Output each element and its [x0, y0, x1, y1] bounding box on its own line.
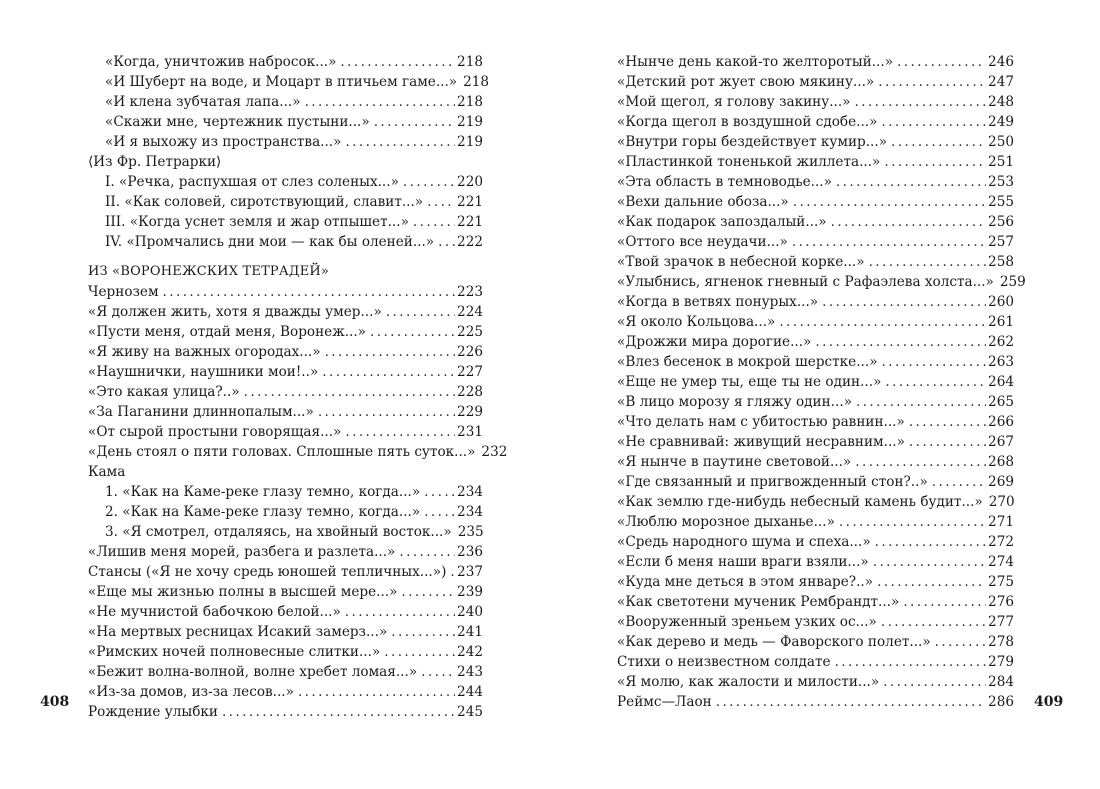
- dot-leader: [424, 502, 455, 522]
- toc-entry-page: 266: [988, 414, 1014, 430]
- toc-entry-title: «Нынче день какой-то желторотый...»: [617, 54, 894, 70]
- toc-entry-title: «Я молю, как жалости и милости...»: [617, 674, 880, 690]
- toc-entry-title: «Люблю морозное дыханье...»: [617, 514, 835, 530]
- toc-entry-page: 267: [988, 434, 1014, 450]
- toc-entry-page: 247: [988, 74, 1014, 90]
- toc-entry: [617, 632, 1014, 652]
- toc-entry: [617, 192, 1014, 212]
- toc-entry-page: 276: [988, 594, 1014, 610]
- toc-entry-title: «Мой щегол, я голову закину...»: [617, 94, 851, 110]
- toc-entry-page: 248: [988, 94, 1014, 110]
- toc-entry-title: «За Паганини длиннопалым...»: [88, 404, 314, 420]
- toc-entry: [617, 492, 1014, 512]
- toc-entry-page: 279: [988, 654, 1014, 670]
- toc-entry-page: 270: [988, 494, 1015, 510]
- left-page-toc: [88, 52, 508, 722]
- toc-entry: [88, 112, 483, 132]
- right-page-toc: [617, 52, 1026, 712]
- toc-entry-page: 231: [457, 424, 483, 440]
- dot-leader: [875, 532, 986, 552]
- toc-subheading: ⟨Из Фр. Петрарки⟩: [88, 154, 222, 170]
- toc-entry-title: Реймс—Лаон: [617, 694, 712, 710]
- dot-leader: [716, 692, 986, 712]
- dot-leader: [340, 52, 455, 72]
- dot-leader: [244, 382, 455, 402]
- toc-entry-title: III. «Когда уснет земля и жар отпышет...»: [105, 214, 409, 230]
- toc-entry: [88, 92, 483, 112]
- dot-leader: [399, 542, 455, 562]
- toc-entry: [88, 302, 483, 322]
- toc-entry: [88, 582, 483, 602]
- dot-leader: [881, 112, 986, 132]
- toc-entry-page: 278: [988, 634, 1014, 650]
- dot-leader: [856, 392, 986, 412]
- toc-entry-title: Рождение улыбки: [88, 704, 218, 720]
- toc-entry: [88, 322, 483, 342]
- toc-entry-title: «Если б меня наши враги взяли...»: [617, 554, 869, 570]
- dot-leader: [869, 252, 986, 272]
- dot-leader: [891, 132, 986, 152]
- toc-entry: [88, 232, 483, 252]
- toc-entry-page: 240: [457, 604, 483, 620]
- toc-entry-title: «От сырой простыни говорящая...»: [88, 424, 342, 440]
- dot-leader: [935, 632, 986, 652]
- toc-entry-title: «Внутри горы бездействует кумир...»: [617, 134, 888, 150]
- dot-leader: [384, 642, 455, 662]
- toc-entry: [617, 172, 1014, 192]
- toc-entry: [617, 592, 1014, 612]
- toc-entry-title: «Еще не умер ты, еще ты не один...»: [617, 374, 882, 390]
- toc-entry-page: 237: [457, 564, 483, 580]
- toc-entry-page: 222: [457, 234, 483, 250]
- dot-leader: [897, 52, 986, 72]
- toc-entry-page: 250: [988, 134, 1014, 150]
- toc-entry-title: «Куда мне деться в этом январе?..»: [617, 574, 874, 590]
- toc-entry: [617, 332, 1014, 352]
- toc-entry-title: «Бежит волна-волной, волне хребет ломая...»: [88, 664, 418, 680]
- toc-entry-title: «Как дерево и медь — Фаворского полет...»: [617, 634, 931, 650]
- toc-entry: [88, 442, 508, 462]
- toc-entry-page: 218: [457, 54, 483, 70]
- toc-entry-title: «Средь народного шума и спеха...»: [617, 534, 871, 550]
- toc-entry-page: 260: [988, 294, 1014, 310]
- toc-entry-page: 234: [457, 504, 483, 520]
- toc-entry-page: 220: [457, 174, 483, 190]
- toc-entry-page: 286: [988, 694, 1014, 710]
- toc-entry-title: «Твой зрачок в небесной корке...»: [617, 254, 865, 270]
- toc-entry-title: «Когда, уничтожив набросок...»: [105, 54, 337, 70]
- toc-entry-page: 218: [457, 94, 483, 110]
- toc-entry-page: 261: [988, 314, 1014, 330]
- toc-entry: [617, 672, 1014, 692]
- toc-entry-page: 271: [988, 514, 1014, 530]
- toc-entry-title: 3. «Я смотрел, отдаляясь, на хвойный восток...»: [105, 524, 452, 540]
- toc-entry-page: 259: [999, 274, 1026, 290]
- toc-entry-page: 219: [457, 134, 483, 150]
- toc-entry-page: 223: [457, 284, 483, 300]
- dot-leader: [163, 282, 456, 302]
- toc-entry-page: 274: [988, 554, 1014, 570]
- toc-entry: [88, 192, 483, 212]
- toc-entry-title: «Не сравнивай: живущий несравним...»: [617, 434, 905, 450]
- toc-entry-title: «Не мучнистой бабочкою белой...»: [88, 604, 341, 620]
- toc-entry: [617, 352, 1014, 372]
- toc-entry: [88, 702, 483, 722]
- toc-entry-page: 256: [988, 214, 1014, 230]
- section-title: ИЗ «ВОРОНЕЖСКИХ ТЕТРАДЕЙ»: [88, 264, 330, 279]
- toc-entry-title: «Лишив меня морей, разбега и разлета...»: [88, 544, 396, 560]
- toc-entry: [88, 172, 483, 192]
- dot-leader: [877, 572, 986, 592]
- dot-leader: [345, 602, 455, 622]
- dot-leader: [427, 192, 455, 212]
- toc-entry: [617, 532, 1014, 552]
- dot-leader: [370, 322, 455, 342]
- toc-entry: [617, 72, 1014, 92]
- dot-leader: [873, 552, 986, 572]
- toc-entry: [617, 472, 1014, 492]
- toc-entry-title: «Это какая улица?..»: [88, 384, 240, 400]
- toc-entry-page: 221: [457, 194, 483, 210]
- toc-entry-page: 264: [988, 374, 1014, 390]
- toc-entry-title: IV. «Промчались дни мои — как бы оленей...»: [105, 234, 435, 250]
- toc-entry-page: 268: [988, 454, 1014, 470]
- page-number-left: 408: [40, 694, 70, 710]
- toc-entry-title: «День стоял о пяти головах. Сплошные пять суток...»: [88, 444, 476, 460]
- dot-leader: [298, 682, 455, 702]
- toc-entry-page: 219: [457, 114, 483, 130]
- page-number-right: 409: [1034, 694, 1064, 710]
- toc-entry-page: 242: [457, 644, 483, 660]
- dot-leader: [903, 592, 986, 612]
- toc-entry: [617, 452, 1014, 472]
- toc-entry-title: «В лицо морозу я гляжу один...»: [617, 394, 852, 410]
- toc-entry-title: «Я живу на важных огородах...»: [88, 344, 321, 360]
- toc-entry-page: 257: [988, 234, 1014, 250]
- dot-leader: [401, 582, 455, 602]
- toc-entry: [617, 272, 1026, 292]
- toc-entry: [88, 502, 483, 522]
- toc-entry-title: «И клена зубчатая лапа...»: [105, 94, 301, 110]
- toc-entry: [617, 312, 1014, 332]
- toc-entry: [617, 612, 1014, 632]
- toc-entry: [88, 622, 483, 642]
- toc-entry-title: «Римских ночей полновесные слитки...»: [88, 644, 381, 660]
- toc-entry-title: «Эта область в темноводье...»: [617, 174, 832, 190]
- toc-entry-title: «Из-за домов, из-за лесов...»: [88, 684, 294, 700]
- dot-leader: [885, 372, 986, 392]
- toc-entry-page: 263: [988, 354, 1014, 370]
- toc-subheading: Кама: [88, 464, 126, 480]
- dot-leader: [779, 312, 986, 332]
- toc-entry: [617, 212, 1014, 232]
- toc-entry-page: 234: [457, 484, 483, 500]
- dot-leader: [413, 212, 455, 232]
- toc-entry-page: 235: [457, 524, 484, 540]
- toc-entry-title: «Детский рот жует свою мякину...»: [617, 74, 875, 90]
- toc-entry: [617, 232, 1014, 252]
- dot-leader: [421, 662, 455, 682]
- dot-leader: [222, 702, 455, 722]
- toc-entry-title: «Наушнички, наушники мои!..»: [88, 364, 319, 380]
- toc-entry-title: «Когда щегол в воздушной сдобе...»: [617, 114, 878, 130]
- toc-entry-page: 249: [988, 114, 1014, 130]
- dot-leader: [881, 612, 986, 632]
- toc-entry: [88, 662, 483, 682]
- toc-entry-title: «И Шуберт на воде, и Моцарт в птичьем гаме...»: [105, 74, 458, 90]
- toc-entry-page: 225: [457, 324, 483, 340]
- toc-entry: [617, 572, 1014, 592]
- dot-leader: [391, 622, 455, 642]
- dot-leader: [345, 422, 455, 442]
- toc-entry-title: «Влез бесенок в мокрой шерстке...»: [617, 354, 878, 370]
- dot-leader: [345, 132, 455, 152]
- toc-entry-page: 236: [457, 544, 483, 560]
- dot-leader: [932, 472, 986, 492]
- toc-entry-page: 269: [988, 474, 1014, 490]
- toc-entry: [88, 562, 483, 582]
- dot-leader: [882, 352, 987, 372]
- toc-entry-page: 227: [457, 364, 483, 380]
- toc-entry-page: 241: [457, 624, 483, 640]
- toc-entry: [617, 392, 1014, 412]
- toc-entry: [88, 522, 483, 542]
- toc-entry-title: «Улыбнись, ягненок гневный с Рафаэлева холста...»: [617, 274, 994, 290]
- toc-entry-title: «Дрожжи мира дорогие...»: [617, 334, 812, 350]
- toc-entry: [617, 552, 1014, 572]
- toc-entry: [88, 642, 483, 662]
- toc-entry: [617, 92, 1014, 112]
- toc-entry: [88, 542, 483, 562]
- toc-entry: [617, 252, 1014, 272]
- toc-entry-page: 232: [481, 444, 508, 460]
- toc-entry-page: 246: [988, 54, 1014, 70]
- toc-entry-page: 258: [988, 254, 1014, 270]
- toc-entry: [88, 362, 483, 382]
- toc-entry-page: 229: [457, 404, 483, 420]
- toc-entry-title: 1. «Как на Каме-реке глазу темно, когда...»: [105, 484, 421, 500]
- toc-entry: [88, 482, 483, 502]
- toc-entry: [88, 402, 483, 422]
- dot-leader: [835, 652, 986, 672]
- toc-entry-title: «Вооруженный зреньем узких ос...»: [617, 614, 877, 630]
- toc-entry-page: 262: [988, 334, 1014, 350]
- toc-entry-title: «Скажи мне, чертежник пустыни...»: [105, 114, 370, 130]
- toc-entry-title: «И я выхожу из пространства...»: [105, 134, 342, 150]
- dot-leader: [815, 332, 986, 352]
- toc-entry: [617, 652, 1014, 672]
- toc-entry: [88, 382, 483, 402]
- toc-entry-title: II. «Как соловей, сиротствующий, славит...»: [105, 194, 424, 210]
- toc-entry-title: «Пусти меня, отдай меня, Воронеж...»: [88, 324, 366, 340]
- dot-leader: [883, 672, 986, 692]
- toc-entry-title: «Где связанный и пригвожденный стон?..»: [617, 474, 928, 490]
- toc-entry-page: 277: [988, 614, 1014, 630]
- dot-leader: [424, 482, 455, 502]
- dot-leader: [909, 412, 986, 432]
- dot-leader: [386, 302, 455, 322]
- toc-entry-page: 245: [457, 704, 483, 720]
- dot-leader: [855, 452, 986, 472]
- dot-leader: [878, 72, 986, 92]
- toc-entry-title: I. «Речка, распухшая от слез соленых...»: [105, 174, 399, 190]
- toc-entry-title: «Как землю где-нибудь небесный камень будит...»: [617, 494, 983, 510]
- toc-entry-page: 226: [457, 344, 483, 360]
- toc-entry-title: «Пластинкой тоненькой жиллета...»: [617, 154, 881, 170]
- toc-entry: [617, 372, 1014, 392]
- dot-leader: [318, 402, 455, 422]
- toc-entry-title: «Я около Кольцова...»: [617, 314, 776, 330]
- toc-entry: [617, 152, 1014, 172]
- toc-entry: [88, 132, 483, 152]
- toc-entry-title: «Оттого все неудачи...»: [617, 234, 788, 250]
- toc-entry-page: 255: [988, 194, 1014, 210]
- toc-entry-title: «Еще мы жизнью полны в высшей мере...»: [88, 584, 398, 600]
- toc-entry: [88, 212, 483, 232]
- toc-entry: [88, 422, 483, 442]
- dot-leader: [325, 342, 455, 362]
- dot-leader: [839, 512, 986, 532]
- toc-entry: [88, 342, 483, 362]
- dot-leader: [854, 92, 986, 112]
- toc-entry-title: «Что делать нам с убитостью равнин...»: [617, 414, 905, 430]
- toc-entry: [617, 292, 1014, 312]
- toc-entry-title: «Когда в ветвях понурых...»: [617, 294, 819, 310]
- toc-entry-title: Стихи о неизвестном солдате: [617, 654, 831, 670]
- dot-leader: [305, 92, 455, 112]
- toc-entry-title: «Я должен жить, хотя я дважды умер...»: [88, 304, 382, 320]
- toc-entry: [88, 602, 483, 622]
- toc-entry-page: 275: [988, 574, 1014, 590]
- toc-entry: [88, 72, 490, 92]
- toc-entry-page: 243: [457, 664, 483, 680]
- toc-entry-page: 251: [988, 154, 1014, 170]
- dot-leader: [792, 232, 986, 252]
- toc-entry: [88, 52, 483, 72]
- dot-leader: [403, 172, 455, 192]
- toc-entry: [617, 132, 1014, 152]
- dot-leader: [831, 212, 986, 232]
- toc-entry-title: «На мертвых ресницах Исакий замерз...»: [88, 624, 388, 640]
- toc-entry-title: Стансы («Я не хочу средь юношей тепличных...»): [88, 564, 447, 580]
- toc-entry-title: «Я нынче в паутине световой...»: [617, 454, 852, 470]
- toc-entry-page: 244: [457, 684, 483, 700]
- toc-entry-page: 253: [988, 174, 1014, 190]
- toc-entry-title: 2. «Как на Каме-реке глазу темно, когда...»: [105, 504, 421, 520]
- toc-entry-page: 218: [463, 74, 490, 90]
- toc-entry-page: 265: [988, 394, 1014, 410]
- dot-leader: [909, 432, 986, 452]
- toc-entry-title: «Вехи дальние обоза...»: [617, 194, 789, 210]
- dot-leader: [374, 112, 455, 132]
- toc-entry: [617, 692, 1014, 712]
- toc-entry-page: 228: [457, 384, 483, 400]
- toc-entry: [617, 412, 1014, 432]
- toc-entry-title: «Как подарок запоздалый...»: [617, 214, 827, 230]
- toc-entry: [88, 282, 483, 302]
- dot-leader: [822, 292, 986, 312]
- toc-entry-page: 239: [457, 584, 483, 600]
- toc-entry-title: Чернозем: [88, 284, 159, 300]
- dot-leader: [836, 172, 986, 192]
- toc-entry-page: 221: [457, 214, 483, 230]
- dot-leader: [793, 192, 986, 212]
- toc-entry: [617, 52, 1014, 72]
- toc-entry: [617, 432, 1014, 452]
- toc-entry: [617, 512, 1014, 532]
- dot-leader: [438, 232, 455, 252]
- toc-entry: [617, 112, 1014, 132]
- dot-leader: [884, 152, 986, 172]
- toc-entry-title: «Как светотени мученик Рембрандт...»: [617, 594, 900, 610]
- toc-entry: [88, 682, 483, 702]
- toc-entry-page: 224: [457, 304, 483, 320]
- toc-entry-page: 272: [988, 534, 1014, 550]
- dot-leader: [322, 362, 455, 382]
- toc-entry-page: 284: [988, 674, 1014, 690]
